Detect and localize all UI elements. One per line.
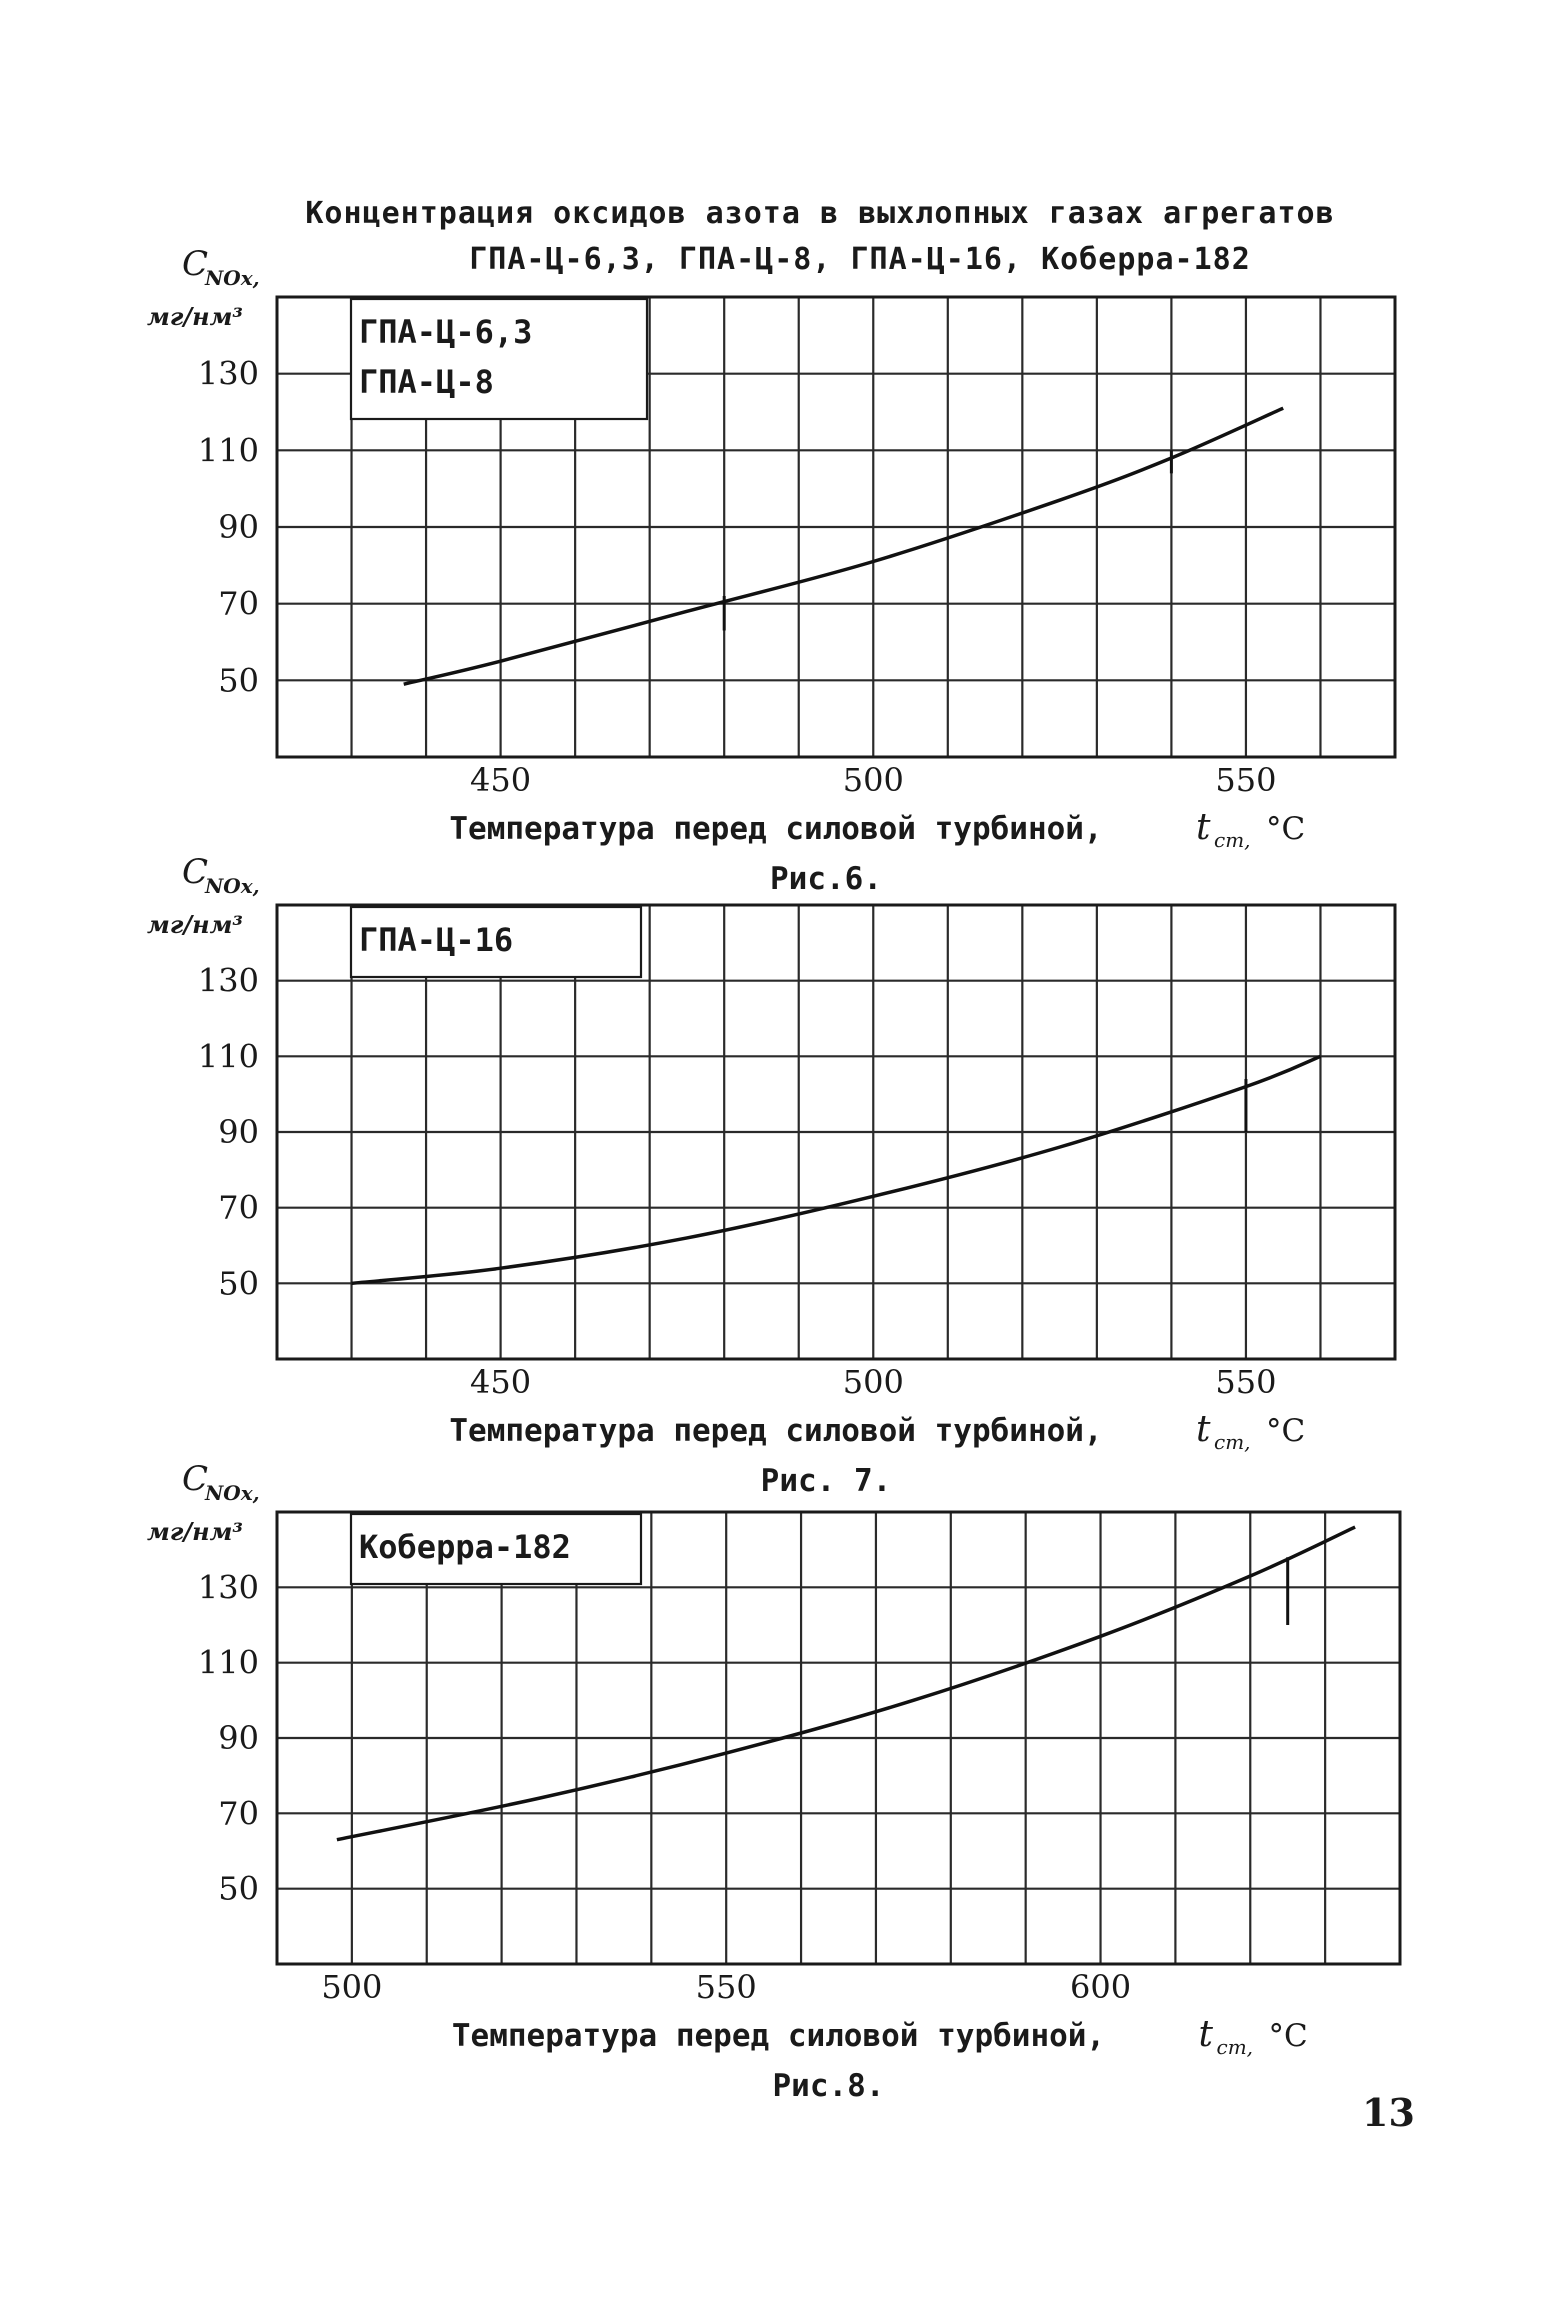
chart7-xtick-label: 450 — [470, 1363, 532, 1401]
chart-fig7 — [0, 852, 1559, 1499]
chart8-xtick-label: 600 — [1069, 1968, 1132, 2006]
chart8-ytick-label: 50 — [218, 1869, 259, 1908]
chart8-figure-caption: Рис.8. — [772, 2068, 885, 2104]
chart6-ylabel-unit: мг/нм³ — [147, 302, 243, 331]
chart6-ytick-label: 130 — [197, 354, 259, 393]
chart7-ytick-label: 90 — [218, 1113, 259, 1151]
chart8-ylabel-symbol: C — [182, 1459, 209, 1499]
chart8-ylabel-unit: мг/нм³ — [147, 1517, 243, 1546]
chart8-xlabel: Температура перед силовой турбиной, — [451, 2018, 1106, 2054]
chart8-legend-entry: Коберра-182 — [359, 1528, 571, 1566]
chart6-legend-entry: ГПА-Ц-6,3 — [359, 313, 533, 351]
chart7-xlabel-subscript: ст, — [1214, 1430, 1251, 1454]
chart7-series-line — [352, 1056, 1321, 1283]
chart6-ytick-label: 110 — [197, 431, 259, 470]
chart8-ytick-label: 130 — [197, 1568, 259, 1607]
chart7-figure-caption: Рис. 7. — [760, 1463, 892, 1499]
chart6-ytick-label: 50 — [218, 661, 259, 700]
chart6-xlabel-symbol: t — [1196, 807, 1211, 848]
chart6-ylabel-symbol: C — [182, 244, 209, 284]
chart7-ylabel-subscript: NOx, — [205, 874, 260, 898]
chart6-xlabel: Температура перед силовой турбиной, — [449, 811, 1103, 847]
chart8-ylabel-subscript: NOx, — [205, 1481, 260, 1505]
chart-fig6 — [0, 0, 1559, 900]
document-title-line-1: Концентрация оксидов азота в выхлопных газах агрегатов — [305, 196, 1335, 231]
chart6-xtick-label: 500 — [842, 761, 904, 799]
chart6-xtick-label: 450 — [470, 761, 532, 799]
chart6-xlabel-unit: °C — [1266, 811, 1306, 847]
chart8-xlabel-symbol: t — [1198, 2014, 1213, 2055]
chart8-ytick-label: 90 — [218, 1719, 259, 1757]
chart7-xlabel-unit: °C — [1266, 1413, 1306, 1449]
chart7-xtick-label: 550 — [1215, 1363, 1277, 1401]
chart6-ytick-label: 70 — [218, 584, 259, 623]
chart8-xlabel-subscript: ст, — [1216, 2035, 1254, 2059]
chart7-ylabel-unit: мг/нм³ — [147, 910, 243, 939]
chart6-figure-caption: Рис.6. — [770, 861, 882, 897]
chart8-ytick-label: 70 — [218, 1794, 259, 1833]
chart7-legend-entry: ГПА-Ц-16 — [359, 921, 514, 959]
chart7-ytick-label: 70 — [218, 1188, 259, 1227]
chart7-xlabel: Температура перед силовой турбиной, — [449, 1413, 1103, 1449]
chart6-ylabel-subscript: NOx, — [205, 266, 260, 290]
chart8-xlabel-unit: °C — [1268, 2018, 1308, 2054]
chart8-xtick-label: 500 — [321, 1968, 383, 2006]
chart7-ylabel-symbol: C — [182, 852, 209, 892]
chart6-xlabel-subscript: ст, — [1214, 828, 1251, 852]
document-title-line-2: ГПА-Ц-6,3, ГПА-Ц-8, ГПА-Ц-16, Коберра-182 — [469, 242, 1251, 277]
chart7-xtick-label: 500 — [842, 1363, 904, 1401]
chart-fig8 — [0, 1459, 1559, 2104]
chart6-legend-entry: ГПА-Ц-8 — [359, 363, 494, 401]
chart7-xlabel-symbol: t — [1196, 1409, 1211, 1450]
chart6-ytick-label: 90 — [218, 508, 259, 546]
chart6-xtick-label: 550 — [1215, 761, 1277, 799]
chart8-ytick-label: 110 — [197, 1643, 259, 1682]
chart7-ytick-label: 110 — [197, 1037, 259, 1076]
page-number: 13 — [1362, 2090, 1415, 2135]
chart7-ytick-label: 130 — [197, 961, 259, 1000]
chart7-ytick-label: 50 — [218, 1264, 259, 1303]
chart8-xtick-label: 550 — [695, 1968, 757, 2006]
